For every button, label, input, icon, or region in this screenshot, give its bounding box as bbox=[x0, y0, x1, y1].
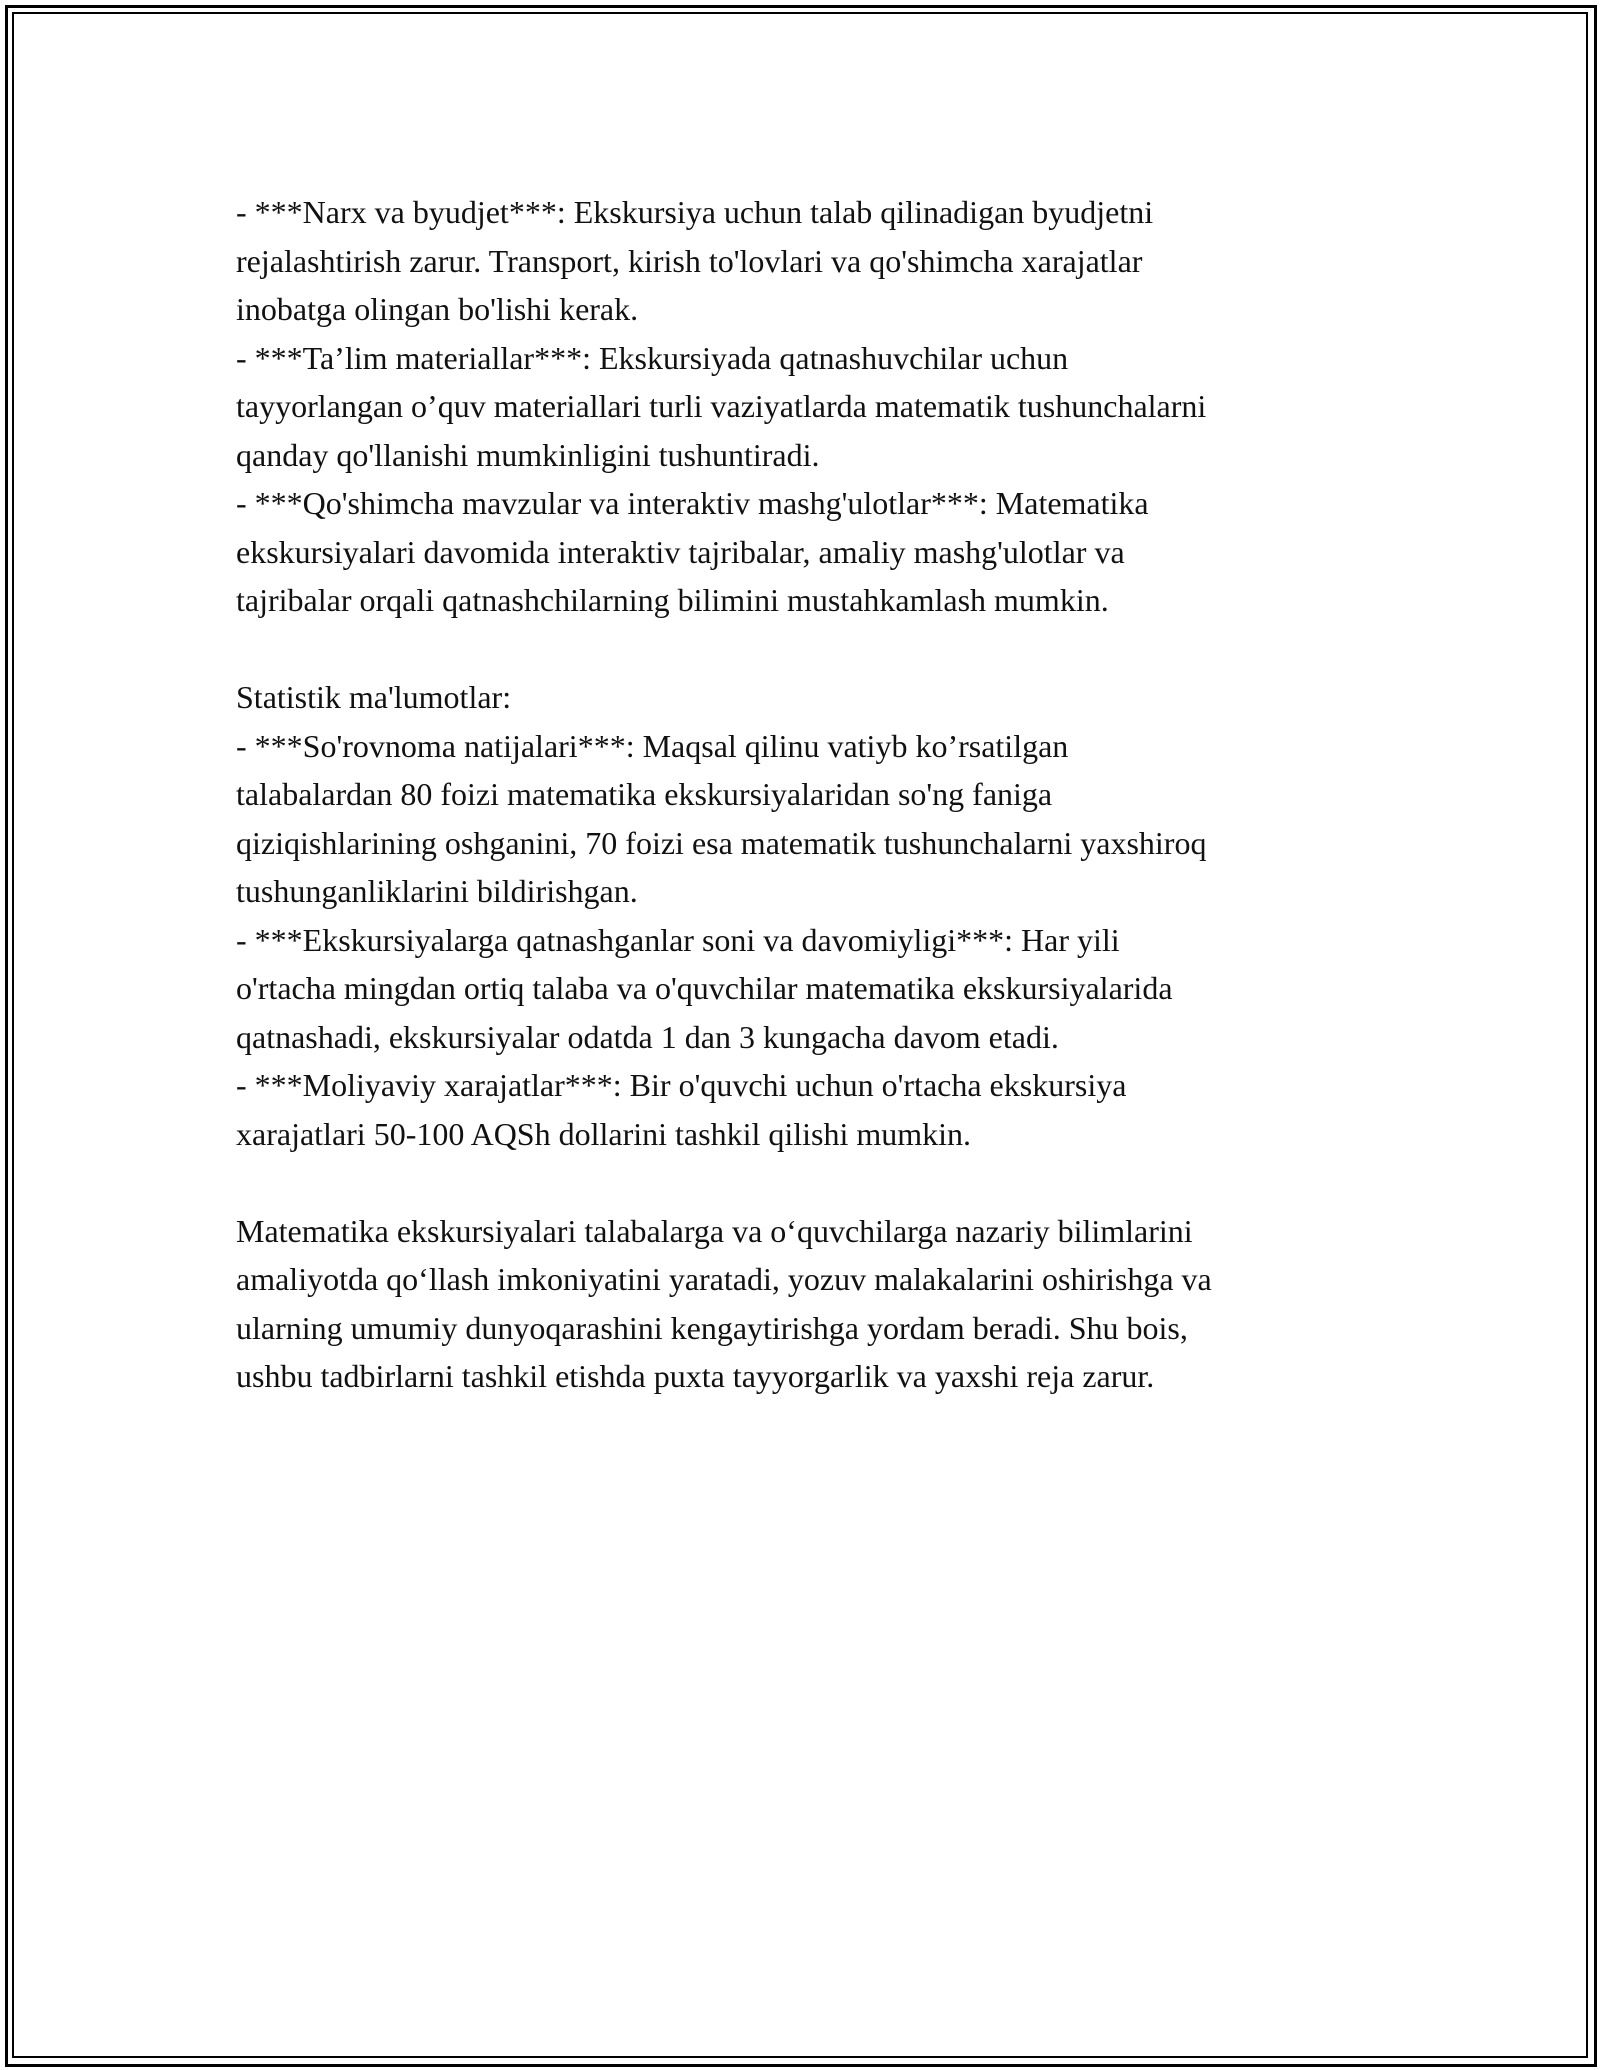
section-conclusion bbox=[236, 1207, 1386, 1401]
document-body bbox=[236, 188, 1386, 1401]
text-line: qatnashadi, ekskursiyalar odatda 1 dan 3 kungacha davom etadi. bbox=[236, 1018, 1059, 1055]
text-line: ushbu tadbirlarni tashkil etishda puxta tayyorgarlik va yaxshi reja zarur. bbox=[236, 1358, 1155, 1394]
text-line: - ***Narx va byudjet***: Ekskursiya uchun talab qilinadigan byudjetni bbox=[236, 194, 1154, 230]
text-line: ularning umumiy dunyoqarashini kengaytirishga yordam beradi. Shu bois, bbox=[236, 1309, 1188, 1346]
text-line: rejalashtirish zarur. Transport, kirish to'lovlari va qo'shimcha xarajatlar bbox=[236, 242, 1143, 279]
text-line: - ***Qo'shimcha mavzular va interaktiv mashg'ulotlar***: Matematika bbox=[236, 485, 1149, 521]
section-statistics bbox=[236, 673, 1386, 1158]
text-line: amaliyotda qo‘llash imkoniyatini yaratadi, yozuv malakalarini oshirishga va bbox=[236, 1261, 1212, 1297]
text-line: ekskursiyalari davomida interaktiv tajribalar, amaliy mashg'ulotlar va bbox=[236, 533, 1125, 570]
text-line: tushunganliklarini bildirishgan. bbox=[236, 873, 638, 909]
text-line: - ***So'rovnoma natijalari***: Maqsal qilinu vatiyb ko’rsatilgan bbox=[236, 727, 1069, 764]
text-line: inobatga olingan bo'lishi kerak. bbox=[236, 291, 639, 327]
text-line: Matematika ekskursiyalari talabalarga va o‘quvchilarga nazariy bilimlarini bbox=[236, 1212, 1193, 1249]
section-heading: Statistik ma'lumotlar: bbox=[236, 679, 512, 715]
text-line: qiziqishlarining oshganini, 70 foizi esa matematik tushunchalarni yaxshiroq bbox=[236, 824, 1207, 861]
text-line: - ***Ta’lim materiallar***: Ekskursiyada qatnashuvchilar uchun bbox=[236, 339, 1069, 376]
text-line: - ***Ekskursiyalarga qatnashganlar soni va davomiyligi***: Har yili bbox=[236, 921, 1120, 958]
text-line: tajribalar orqali qatnashchilarning bilimini mustahkamlash mumkin. bbox=[236, 582, 1109, 618]
paragraph-gap bbox=[236, 625, 1386, 674]
section-budget-materials bbox=[236, 188, 1386, 625]
text-line: tayyorlangan o’quv materiallari turli vaziyatlarda matematik tushunchalarni bbox=[236, 388, 1207, 424]
text-line: xarajatlari 50-100 AQSh dollarini tashkil qilishi mumkin. bbox=[236, 1115, 972, 1152]
text-line: - ***Moliyaviy xarajatlar***: Bir o'quvchi uchun o'rtacha ekskursiya bbox=[236, 1067, 1127, 1103]
paragraph-gap bbox=[236, 1158, 1386, 1207]
text-line: talabalardan 80 foizi matematika ekskursiyalaridan so'ng faniga bbox=[236, 776, 1053, 812]
text-line: o'rtacha mingdan ortiq talaba va o'quvchilar matematika ekskursiyalarida bbox=[236, 970, 1173, 1006]
text-line: qanday qo'llanishi mumkinligini tushuntiradi. bbox=[236, 436, 820, 473]
